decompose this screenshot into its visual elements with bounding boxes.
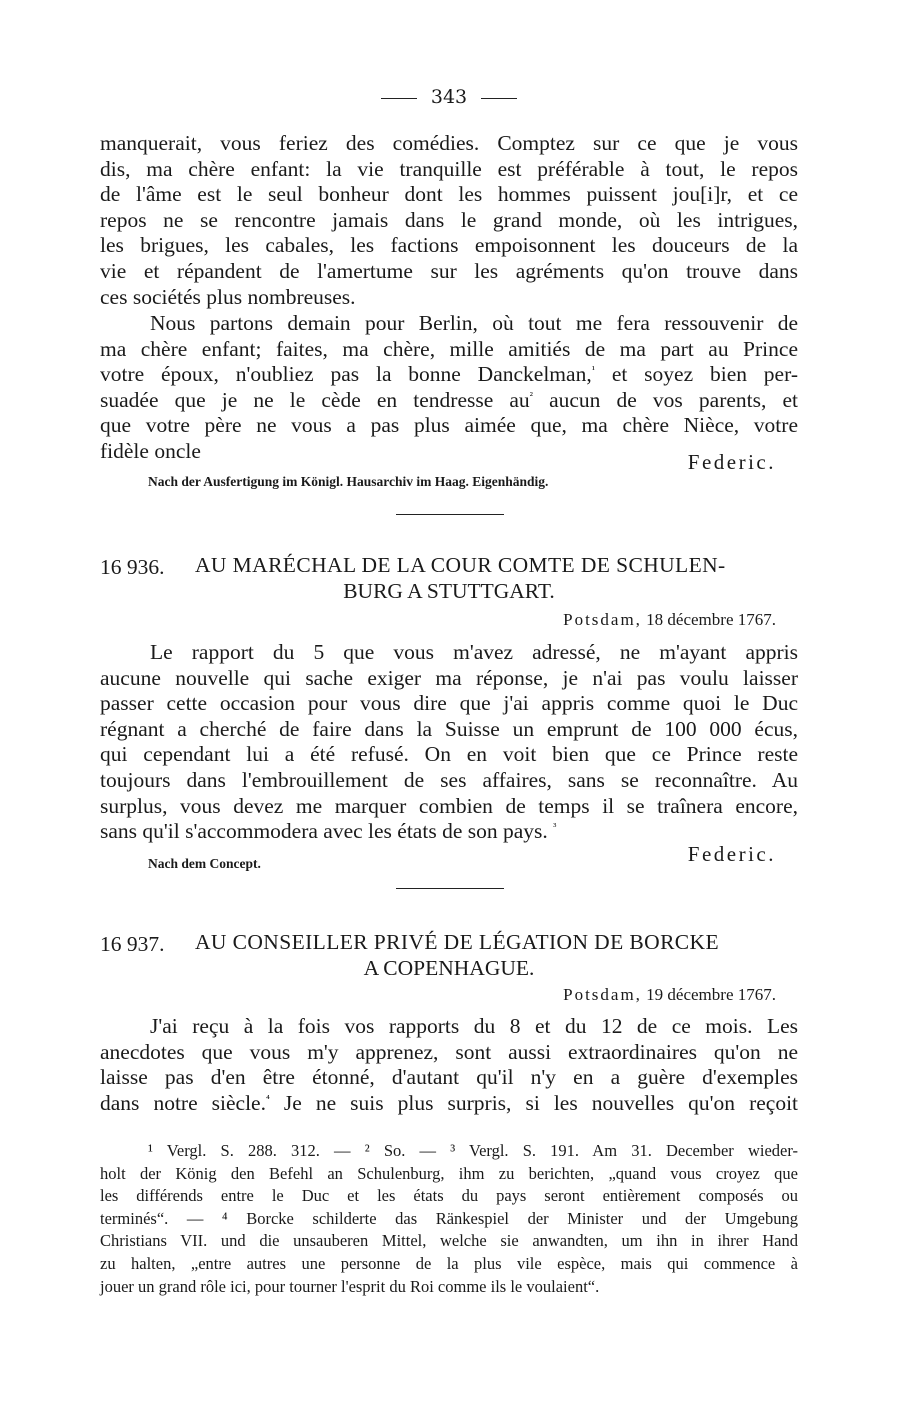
text-line: de l'âme est le seul bonheur dont les hommes puissent jou[i]r, et ce [100,182,798,207]
date: 18 décembre 1767. [646,610,776,629]
footnote-line: jouer un grand rôle ici, pour tourner l'esprit du Roi comme ils le voulaient“. [100,1276,600,1296]
letter-number: 16 936. [100,555,165,579]
dateline [563,610,776,630]
text-line: que votre père ne vous a pas plus aimée que, ma chère Nièce, votre [100,413,798,438]
dateline [563,985,776,1005]
text-line: dis, ma chère enfant: la vie tranquille est préférable à tout, le repos [100,156,798,181]
text-line [100,1091,798,1117]
footnotes [100,1140,798,1298]
heading-line-2: A COPENHAGUE. [363,956,535,980]
letter-number: 16 937. [100,932,165,956]
text-line: manquerait, vous feriez des comédies. Comptez sur ce que je vous [100,131,798,155]
text-segment: dans notre siècle. [100,1090,266,1115]
text-line: surplus, vous devez me marquer combien de temps il se traînera encore, [100,793,798,818]
page-number: 343 [430,86,468,108]
footnote-mark: ² [529,389,533,402]
footnote-line: Christians VII. und die unsauberen Mittel, welche sie anwandten, um ihn in ihrer Hand [100,1231,798,1251]
heading-line-1: AU CONSEILLER PRIVÉ DE LÉGATION DE BORCKE [195,930,720,954]
footnote-mark: ³ [553,821,557,833]
signature: Federic. [687,842,776,866]
text-line: J'ai reçu à la fois vos rapports du 8 et du 12 de ce mois. Les [150,1014,798,1038]
footnote-mark: ¹ [591,364,596,377]
prev-letter-paragraph-1 [100,131,798,310]
text-line: laisse pas d'en être étonné, d'autant qu'il n'y en a guère d'exemples [100,1065,798,1090]
footnote-line: holt der König den Befehl an Schulenburg, ihm zu berichten, „quand vous croyez que [100,1163,798,1183]
footnote-line: terminés“. — ⁴ Borcke schilderte das Ränkespiel der Minister und der Umgebung [100,1208,798,1228]
text-line [100,819,798,845]
text-line: ma chère enfant; faites, ma chère, mille amitiés de ma part au Prince [100,336,798,361]
text-segment: votre époux, n'oubliez pas la bonne Danckelman, [100,362,592,387]
signature: Federic. [687,450,776,474]
header-dash-right [481,98,517,99]
text-line: les brigues, les cabales, les factions empoisonnent les douceurs de la [100,233,798,258]
source-note: Nach dem Concept. [148,856,261,871]
date-place: Potsdam, [563,985,642,1004]
text-line: régnant a cherché de faire dans la Suisse un emprunt de 100 000 écus, [100,716,798,741]
text-segment: aucun de vos parents, et [549,387,798,412]
date: 19 décembre 1767. [646,985,776,1004]
text-line: vie et répandent de l'amertume sur les agréments qu'on trouve dans [100,258,798,283]
date-place: Potsdam, [563,610,642,629]
letter-body [100,1014,798,1116]
text-segment: Je ne suis plus surpris, si les nouvelles qu'on reçoit [283,1090,799,1115]
text-segment: sans qu'il s'accommodera avec les états de son pays. [100,819,548,844]
section-divider [396,514,504,515]
section-divider [396,888,504,889]
letter-body [100,640,798,845]
text-line: qui cependant lui a été refusé. On en voit bien que ce Prince reste [100,742,798,767]
text-line: fidèle oncle [100,438,201,463]
text-segment: suadée que je ne le cède en tendresse au [100,387,530,412]
text-line: anecdotes que vous m'y apprenez, sont aussi extraordinaires qu'on ne [100,1039,798,1064]
source-note: Nach der Ausfertigung im Königl. Hausarchiv im Haag. Eigenhändig. [148,474,549,489]
text-line: passer cette occasion pour vous dire que j'ai appris comme quoi le Duc [100,691,798,716]
heading-line-2: BURG A STUTTGART. [343,579,555,603]
heading-line-1: AU MARÉCHAL DE LA COUR COMTE DE SCHULEN- [195,553,726,577]
text-line [100,362,798,388]
text-line: repos ne se rencontre jamais dans le grand monde, où les intrigues, [100,207,798,232]
footnote-line: les différends entre le Duc et les états du pays seront entièrement composés ou [100,1186,798,1206]
text-line: ces sociétés plus nombreuses. [100,284,356,309]
footnote-line: ¹ Vergl. S. 288. 312. — ² So. — ³ Vergl. S. 191. Am 31. December wieder- [148,1141,798,1160]
footnote-line: zu halten, „entre autres une personne de la plus vile espèce, mais qui commence à [100,1253,798,1273]
header-dash-left [381,98,417,99]
prev-letter-paragraph-2 [100,311,798,465]
text-line: toujours dans l'embrouillement de ses affaires, sans se reconnaître. Au [100,767,798,792]
text-line: aucune nouvelle qui sache exiger ma réponse, je n'ai pas voulu laisser [100,665,798,690]
text-line: Le rapport du 5 que vous m'avez adressé, ne m'ayant appris [150,640,798,664]
text-line: Nous partons demain pour Berlin, où tout me fera ressouvenir de [150,311,798,335]
footnote-mark: ⁴ [265,1092,270,1105]
text-line [100,388,798,414]
text-segment: et soyez bien per- [611,362,798,387]
page-header [100,86,798,108]
